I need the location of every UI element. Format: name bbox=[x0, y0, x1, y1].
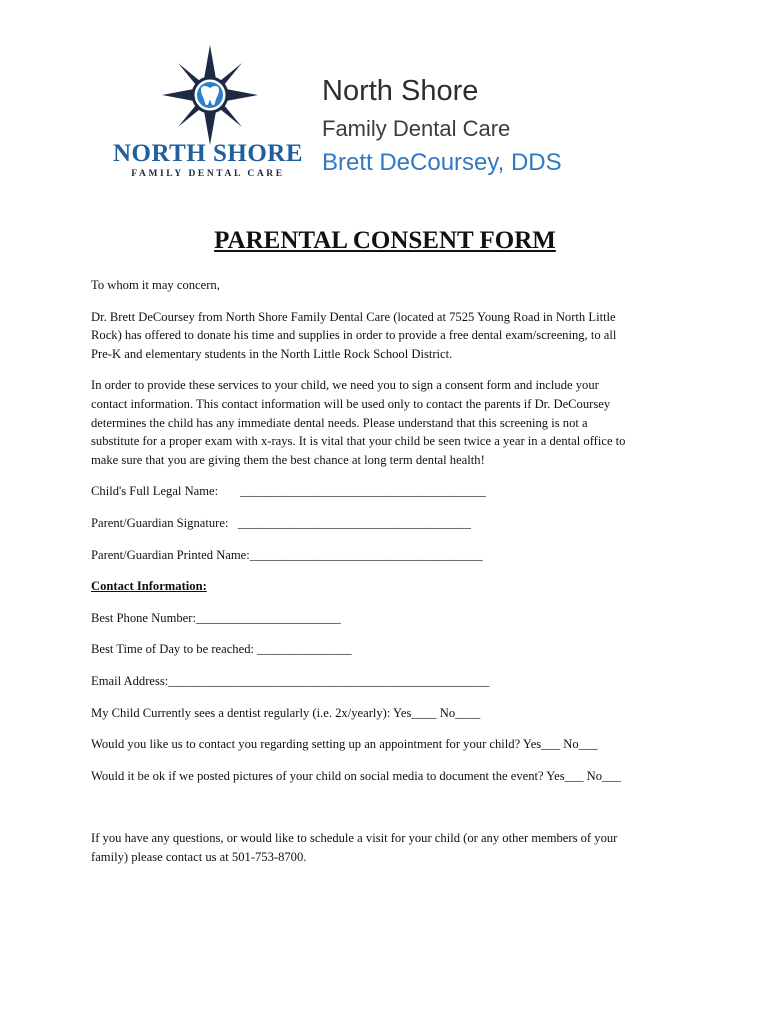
closing-paragraph bbox=[91, 829, 691, 866]
compass-tooth-icon bbox=[160, 45, 260, 145]
practice-logo bbox=[108, 45, 568, 195]
logo-wordmark-title: NORTH SHORE bbox=[112, 140, 304, 167]
logo-dentist-name: Brett DeCoursey, DDS bbox=[322, 149, 562, 176]
guardian-printed-name-field[interactable]: Parent/Guardian Printed Name:_____________________________________ bbox=[91, 547, 483, 562]
form-title: PARENTAL CONSENT FORM bbox=[214, 227, 556, 254]
logo-practice-name: North Shore bbox=[322, 75, 479, 107]
intro-line: Pre-K and elementary students in the North Little Rock School District. bbox=[91, 346, 453, 361]
services-line: make sure that you are giving them the best chance at long term dental health! bbox=[91, 452, 485, 467]
social-media-question[interactable]: Would it be ok if we posted pictures of your child on social media to document the event? Yes___ No___ bbox=[91, 768, 621, 783]
intro-line: Dr. Brett DeCoursey from North Shore Family Dental Care (located at 7525 Young Road in North Little bbox=[91, 309, 616, 324]
services-line: contact information. This contact information will be used only to contact the parents if Dr. DeCoursey bbox=[91, 396, 611, 411]
contact-info-heading: Contact Information: bbox=[91, 579, 207, 594]
intro-paragraph bbox=[91, 308, 691, 364]
logo-wordmark-subtitle: FAMILY DENTAL CARE bbox=[131, 169, 285, 179]
services-line: In order to provide these services to your child, we need you to sign a consent form and include your bbox=[91, 378, 599, 393]
logo-practice-type: Family Dental Care bbox=[322, 116, 511, 141]
closing-line: family) please contact us at 501-753-8700. bbox=[91, 849, 307, 864]
appointment-contact-question[interactable]: Would you like us to contact you regarding setting up an appointment for your child? Yes___ No___ bbox=[91, 737, 598, 752]
services-line: substitute for a proper exam with x-rays. It is vital that your child be seen twice a year in a dental office to bbox=[91, 434, 626, 449]
logo-text bbox=[322, 77, 562, 175]
email-field[interactable]: Email Address:___________________________________________________ bbox=[91, 673, 490, 688]
closing-line: If you have any questions, or would like to schedule a visit for your child (or any other members of your bbox=[91, 831, 618, 846]
greeting-text: To whom it may concern, bbox=[91, 278, 220, 292]
services-line: determines the child has any immediate dental needs. Please understand that this screening is not a bbox=[91, 415, 588, 430]
guardian-signature-field[interactable]: Parent/Guardian Signature: _____________________________________ bbox=[91, 515, 471, 530]
best-time-field[interactable]: Best Time of Day to be reached: _______________ bbox=[91, 642, 352, 657]
best-phone-field[interactable]: Best Phone Number:_______________________ bbox=[91, 610, 341, 625]
greeting bbox=[91, 276, 691, 295]
services-paragraph bbox=[91, 376, 691, 469]
dentist-regularly-question[interactable]: My Child Currently sees a dentist regularly (i.e. 2x/yearly): Yes____ No____ bbox=[91, 705, 481, 720]
form-body bbox=[91, 276, 691, 879]
child-name-field[interactable]: Child's Full Legal Name: _______________________________________ bbox=[91, 484, 486, 499]
logo-wordmark bbox=[108, 140, 308, 180]
intro-line: Rock) has offered to donate his time and supplies in order to provide a free dental exam/screening, to all bbox=[91, 328, 617, 343]
